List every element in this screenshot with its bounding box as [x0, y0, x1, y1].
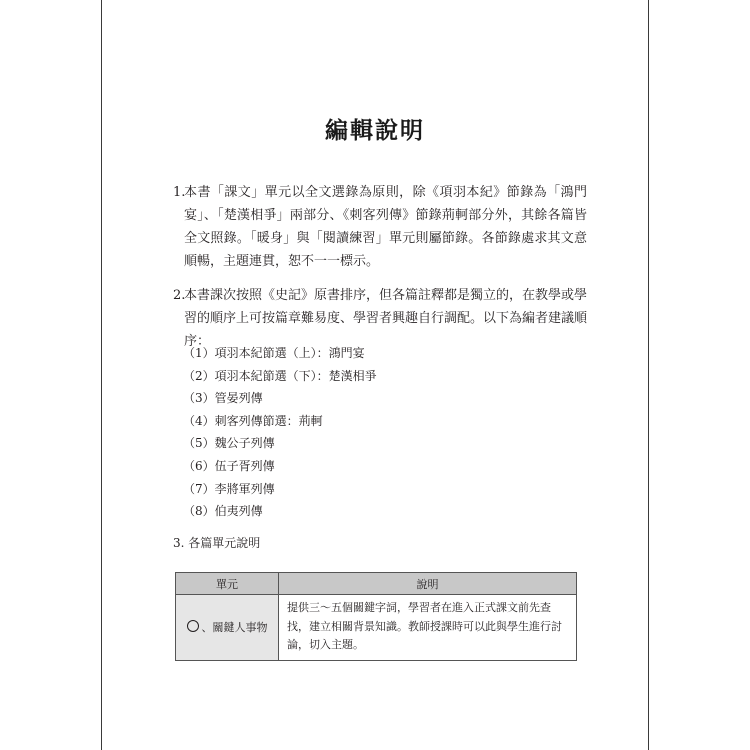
circle-icon [187, 620, 199, 632]
list-item: （4）刺客列傳節選：荊軻 [183, 413, 323, 428]
unit-cell [176, 595, 279, 661]
page-title: 編輯說明 [325, 118, 425, 144]
paragraph-number: 2. [173, 288, 186, 303]
page-sheet [101, 0, 649, 750]
paragraph-text: 本書「課文」單元以全文選錄為原則，除《項羽本紀》節錄為「鴻門宴」、「楚漢相爭」兩部分、《刺客列傳》節錄荊軻部分外，其餘各篇皆全文照錄。「暖身」與「閱讀練習」單元則屬節錄。各節錄處求其文意順暢，主題連貫，恕不一一標示。 [184, 185, 587, 269]
description-cell: 提供三～五個關鍵字詞，學習者在進入正式課文前先查找，建立相關背景知識。教師授課時可以此與學生進行討論，切入主題。 [279, 595, 577, 661]
list-item: （1）項羽本紀節選（上）：鴻門宴 [183, 346, 365, 360]
unit-label: 、關鍵人事物 [201, 621, 268, 635]
list-item: （6）伍子胥列傳 [183, 458, 275, 473]
table-header-row [176, 573, 577, 595]
list-item: （8）伯夷列傳 [183, 504, 263, 519]
suggested-order-list [183, 342, 377, 523]
column-header-description: 說明 [279, 573, 577, 595]
list-item: （3）管晏列傳 [183, 391, 263, 406]
table-row [176, 595, 577, 661]
paragraph-1 [173, 181, 587, 273]
paragraph-text: 本書課次按照《史記》原書排序，但各篇註釋都是獨立的，在教學或學習的順序上可按篇章難易度、學習者興趣自行調配。以下為編者建議順序： [184, 288, 588, 349]
section-3-heading: 3. 各篇單元說明 [173, 536, 261, 550]
list-item: （2）項羽本紀節選（下）：楚漢相爭 [183, 368, 377, 383]
unit-description-table [175, 572, 577, 661]
paragraph-number: 1. [173, 185, 186, 200]
list-item: （7）李將軍列傳 [183, 481, 275, 496]
column-header-unit: 單元 [176, 573, 279, 595]
list-item: （5）魏公子列傳 [183, 436, 275, 451]
